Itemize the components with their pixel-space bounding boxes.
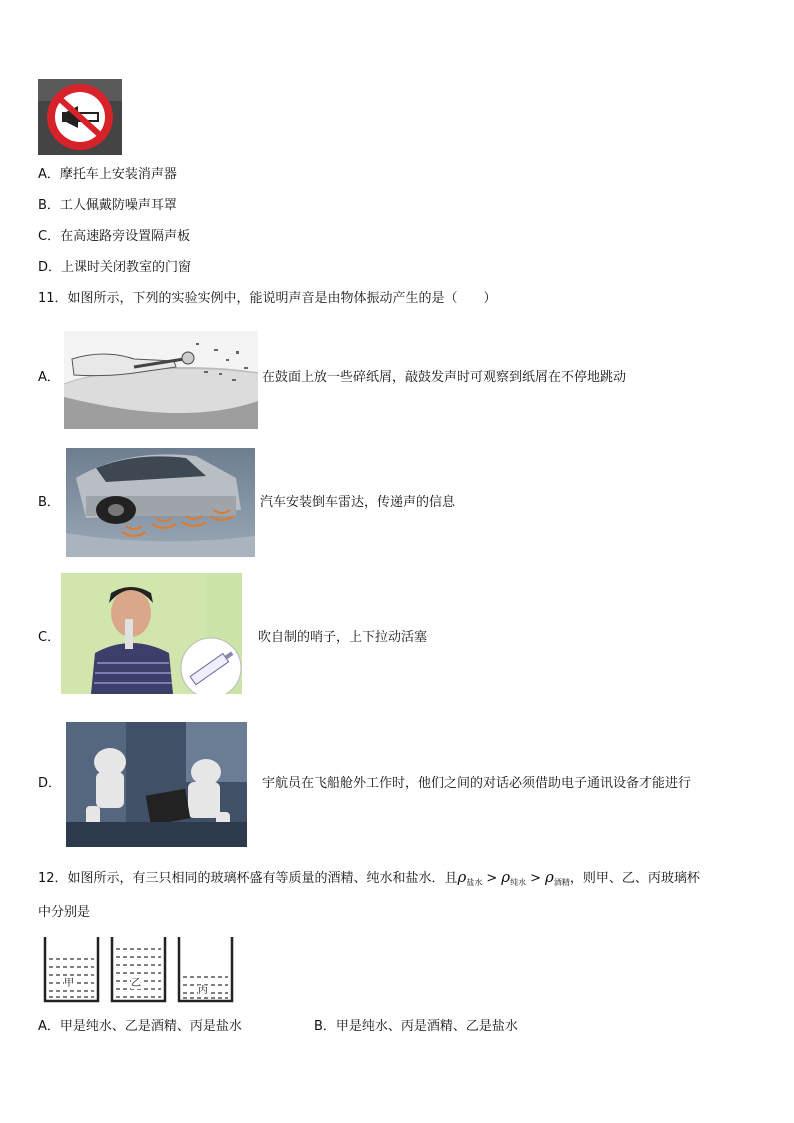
greater-than: > [530, 871, 542, 886]
option-label: A． [38, 167, 60, 182]
q11-option-b-label: B． [38, 495, 60, 510]
option-text: 摩托车上安装消声器 [59, 167, 177, 182]
option-text: 甲是纯水、丙是酒精、乙是盐水 [335, 1019, 518, 1034]
q10-option-a [38, 166, 177, 184]
q12-option-a [38, 1018, 242, 1036]
q12-stem-text: 12．如图所示，有三只相同的玻璃杯盛有等质量的酒精、纯水和盐水．且 [38, 871, 458, 886]
q11-option-d-text: 宇航员在飞船舱外工作时，他们之间的对话必须借助电子通讯设备才能进行 [262, 776, 692, 791]
option-text: 甲是纯水、乙是酒精、丙是盐水 [59, 1019, 242, 1034]
car-reverse-radar-image [66, 448, 255, 557]
option-label: A． [38, 1019, 60, 1034]
option-label: B． [314, 1019, 336, 1034]
option-label: D． [38, 260, 62, 275]
greater-than: > [486, 871, 498, 886]
q11-option-a-text: 在鼓面上放一些碎纸屑，敲鼓发声时可观察到纸屑在不停地跳动 [262, 370, 627, 385]
q11-stem: 11．如图所示，下列的实验实例中，能说明声音是由物体振动产生的是（ ） [38, 291, 497, 306]
q10-option-d [38, 259, 191, 277]
rho-symbol: ρ [457, 868, 467, 886]
three-cups-diagram [42, 937, 236, 1003]
subscript-alcohol: 酒精 [553, 878, 570, 887]
q12-stem-line1 [38, 868, 700, 892]
boy-whistle-image [61, 573, 242, 694]
cup-label-jia: 甲 [64, 978, 74, 989]
option-text: 工人佩戴防噪声耳罩 [59, 198, 177, 213]
option-label: C． [38, 229, 61, 244]
no-horn-sign-image [38, 79, 122, 155]
q11-option-b-text: 汽车安装倒车雷达，传递声的信息 [260, 495, 456, 510]
q10-option-c [38, 228, 190, 246]
drum-paper-bits-image [64, 331, 258, 429]
q11-option-c-text: 吹自制的哨子，上下拉动活塞 [258, 630, 428, 645]
option-text: 上课时关闭教室的门窗 [61, 260, 192, 275]
cup-label-yi: 乙 [131, 978, 141, 989]
no-horn-icon [38, 79, 122, 155]
cup-label-bing: 丙 [198, 985, 208, 996]
q11-option-c-label: C． [38, 630, 61, 645]
option-label: B． [38, 198, 60, 213]
q12-stem-line2: 中分别是 [38, 905, 91, 920]
rho-symbol: ρ [501, 868, 511, 886]
q11-option-d-label: D． [38, 776, 62, 791]
q10-option-b [38, 197, 177, 215]
option-text: 在高速路旁设置隔声板 [60, 229, 191, 244]
subscript-purewater: 纯水 [510, 878, 527, 887]
subscript-saltwater: 盐水 [466, 878, 483, 887]
astronaut-spacewalk-image [66, 722, 247, 847]
q12-stem-text-2: ，则甲、乙、丙玻璃杯 [569, 871, 700, 886]
q11-option-a-label: A． [38, 370, 60, 385]
q12-option-b [314, 1018, 518, 1036]
rho-symbol: ρ [545, 868, 554, 886]
